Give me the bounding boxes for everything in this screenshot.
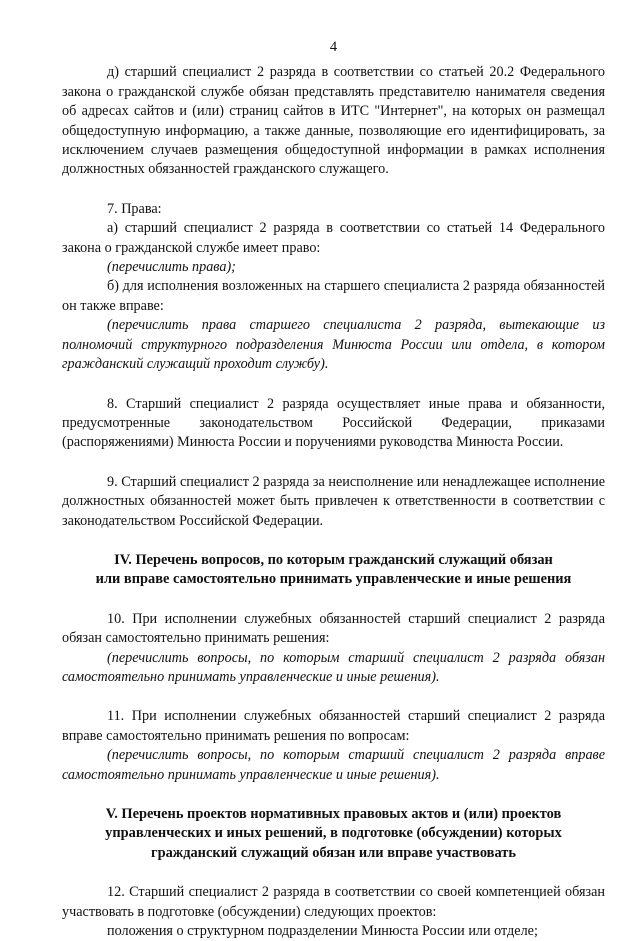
section-4-heading-line-1: IV. Перечень вопросов, по которым гражданский служащий обязан: [114, 551, 553, 568]
section-7-title: 7. Права:: [107, 200, 162, 217]
paragraph-12: 12. Старший специалист 2 разряда в соответствии со своей компетенцией обязан участвовать в подготовке (обсуждении) следующих проектов:: [62, 884, 605, 920]
paragraph-11: 11. При исполнении служебных обязанностей старший специалист 2 разряда вправе самостоятельно принимать решения по вопросам:: [62, 708, 605, 744]
section-4-heading: [62, 551, 605, 590]
section-5-heading-line-3: гражданский служащий обязан или вправе участвовать: [151, 844, 516, 861]
paragraph-10: 10. При исполнении служебных обязанностей старший специалист 2 разряда обязан самостоятельно принимать решения:: [62, 610, 605, 647]
section-5-heading: [62, 805, 605, 863]
paragraph-8: 8. Старший специалист 2 разряда осуществляет иные права и обязанности, предусмотренные законодательством Российской Федерации, приказами (распоряжениями) Минюста России и поручениями руководства Минюста России.: [62, 395, 605, 451]
paragraph-7b: б) для исполнения возложенных на старшего специалиста 2 разряда обязанностей он также вправе:: [62, 278, 605, 314]
section-4-heading-line-2: или вправе самостоятельно принимать управленческие и иные решения: [95, 571, 572, 588]
paragraph-9: 9. Старший специалист 2 разряда за неисполнение или ненадлежащее исполнение должностных обязанностей может быть привлечен к ответственности в соответствии с законодательством Российской Федерации.: [62, 473, 605, 529]
section-5-heading-line-2: управленческих и иных решений, в подготовке (обсуждении) которых: [105, 825, 562, 842]
paragraph-10-note: (перечислить вопросы, по которым старший специалист 2 разряда обязан самостоятельно принимать управленческие и иные решения).: [62, 649, 605, 685]
paragraph-11-note: (перечислить вопросы, по которым старший специалист 2 разряда вправе самостоятельно принимать управленческие и иные решения).: [62, 747, 605, 783]
page-number: 4: [329, 39, 338, 55]
paragraph-6d: д) старший специалист 2 разряда в соответствии со статьей 20.2 Федерального закона о гражданской службе обязан представлять представителю нанимателя сведения об адресах сайтов и (или) страниц сайтов в ИТС "Интернет", на которых он размещал общедоступную информацию, а также данные, позволяющие его идентифицировать, за исключением случаев размещения общедоступной информации в рамках исполнения должностных обязанностей гражданского служащего.: [62, 64, 605, 178]
section-5-heading-line-1: V. Перечень проектов нормативных правовых актов и (или) проектов: [105, 806, 562, 822]
paragraph-7b-note: (перечислить права старшего специалиста 2 разряда, вытекающие из полномочий структурного подразделения Минюста России или отдела, в котором гражданский служащий проходит службу).: [62, 317, 605, 373]
paragraph-7a-note: (перечислить права);: [107, 259, 236, 276]
document-page: [62, 38, 605, 941]
paragraph-7a: а) старший специалист 2 разряда в соответствии со статьей 14 Федерального закона о гражданской службе имеет право:: [62, 220, 605, 256]
paragraph-12-item: положения о структурном подразделении Минюста России или отделе;: [107, 923, 538, 940]
